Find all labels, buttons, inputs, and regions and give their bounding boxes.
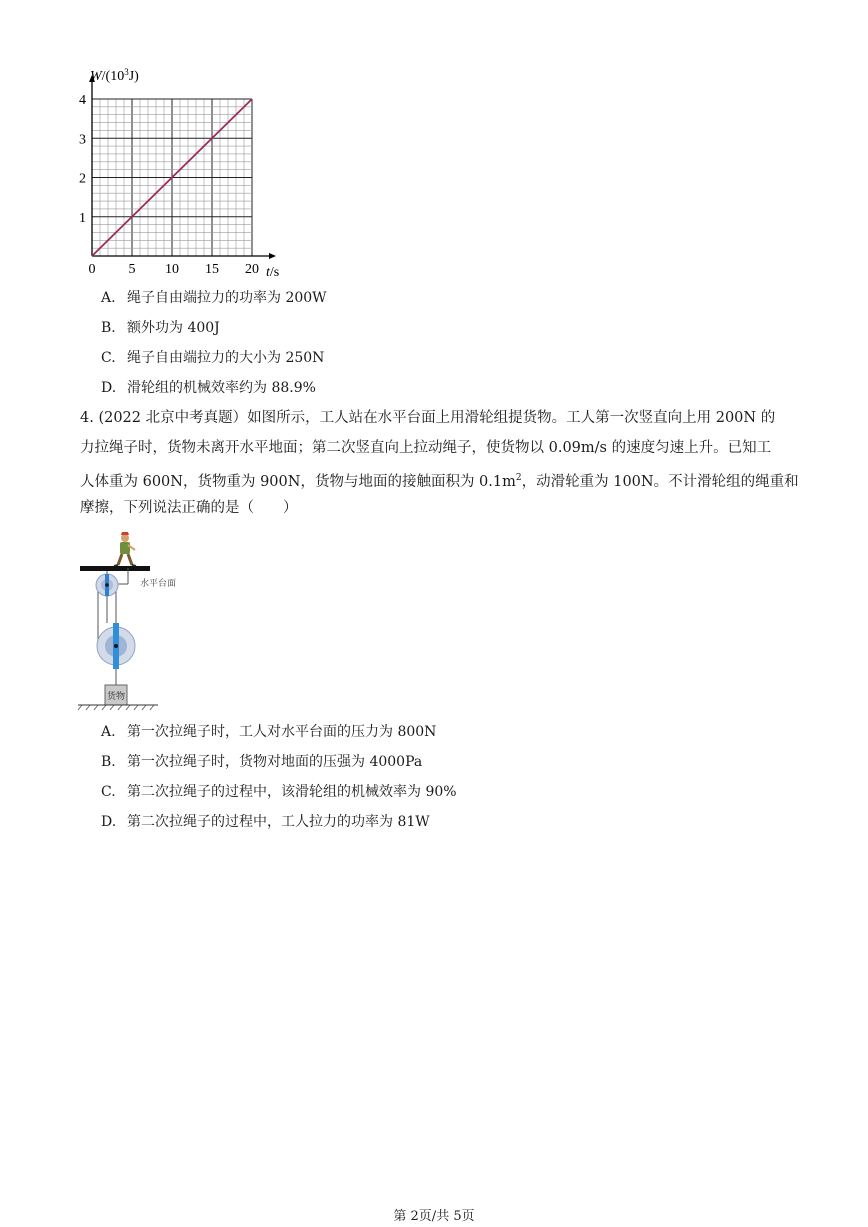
q4-stem-sup: 2 — [515, 473, 522, 483]
q4-stem-line-4: 摩擦，下列说法正确的是（ ） — [80, 500, 298, 516]
work-time-chart — [70, 60, 300, 285]
q4-stem-line-3 — [80, 468, 799, 492]
q4-option-d-text: 第二次拉绳子的过程中，工人拉力的功率为 81W — [127, 814, 430, 830]
fixed-pulley — [96, 574, 118, 596]
movable-pulley — [97, 623, 135, 669]
x-axis-arrow — [269, 253, 276, 259]
q3-option-b-label: B. — [101, 320, 116, 336]
q3-option-a-text: 绳子自由端拉力的功率为 200W — [127, 290, 327, 306]
ground-hatch — [78, 705, 158, 710]
y-label-var: W — [90, 69, 102, 84]
q3-option-b — [101, 318, 220, 338]
platform-label: 水平台面 — [140, 578, 177, 588]
q4-option-a-label: A. — [101, 724, 116, 740]
q4-option-a — [101, 722, 436, 742]
q3-option-c — [101, 348, 324, 368]
y-tick-label: 1 — [79, 210, 86, 226]
q4-option-a-text: 第一次拉绳子时，工人对水平台面的压力为 800N — [127, 724, 437, 740]
y-tick-label: 4 — [79, 93, 86, 108]
chart-y-label — [90, 67, 139, 84]
x-tick-label: 20 — [245, 262, 259, 277]
q4-stem-text-3a: 人体重为 600N，货物重为 900N，货物与地面的接触面积为 0.1m — [80, 473, 516, 490]
q3-option-a-label: A. — [101, 290, 116, 306]
page-footer: 第 2页/共 5页 — [393, 1209, 475, 1224]
q4-stem-line-2: 力拉绳子时，货物未离开水平地面；第二次竖直向上拉动绳子，使货物以 0.09m/s 的速度匀速上升。已知工 — [80, 440, 772, 456]
x-label-unit: /s — [269, 265, 280, 280]
q4-option-c-label: C. — [101, 784, 116, 800]
q3-option-a — [101, 288, 327, 308]
platform-bar — [80, 566, 150, 571]
y-tick-label: 2 — [79, 171, 86, 187]
q4-stem-line-1 — [80, 408, 775, 428]
cargo-box — [105, 685, 127, 705]
x-tick-label: 5 — [128, 262, 136, 277]
y-label-unit-sup: 3 — [124, 67, 129, 77]
q3-option-d-label: D. — [101, 380, 117, 396]
x-tick-label: 0 — [88, 262, 96, 277]
q3-option-c-text: 绳子自由端拉力的大小为 250N — [127, 350, 325, 366]
q3-option-d — [101, 378, 316, 398]
y-tick-label: 3 — [79, 132, 86, 148]
q4-number: 4. — [80, 410, 94, 426]
q4-option-d-label: D. — [101, 814, 117, 830]
q3-option-b-text: 额外功为 400J — [127, 320, 220, 336]
x-tick-label: 15 — [205, 262, 219, 277]
x-tick-label: 10 — [165, 262, 179, 277]
cargo-label: 货物 — [107, 691, 126, 701]
chart-x-label — [266, 265, 279, 280]
q4-option-b-text: 第一次拉绳子时，货物对地面的压强为 4000Pa — [127, 754, 423, 770]
q4-stem-text-1: (2022 北京中考真题）如图所示，工人站在水平台面上用滑轮组提货物。工人第一次竖直向上用 200N 的 — [98, 410, 776, 426]
y-label-unit-pre: /(10 — [101, 69, 125, 84]
q3-option-c-label: C. — [101, 350, 116, 366]
q4-option-c — [101, 782, 457, 802]
q4-option-d — [101, 812, 430, 832]
q4-stem-text-3b: ，动滑轮重为 100N。不计滑轮组的绳重和 — [521, 473, 799, 490]
y-label-unit-post: J) — [128, 69, 139, 84]
worker-figure — [114, 532, 136, 566]
q4-option-c-text: 第二次拉绳子的过程中，该滑轮组的机械效率为 90% — [127, 784, 457, 800]
pulley-system-figure — [78, 528, 193, 713]
q4-option-b-label: B. — [101, 754, 116, 770]
q3-option-d-text: 滑轮组的机械效率约为 88.9% — [127, 380, 316, 396]
chart-ticks — [79, 93, 259, 277]
x-label-var: t — [266, 265, 270, 280]
q4-option-b — [101, 752, 422, 772]
